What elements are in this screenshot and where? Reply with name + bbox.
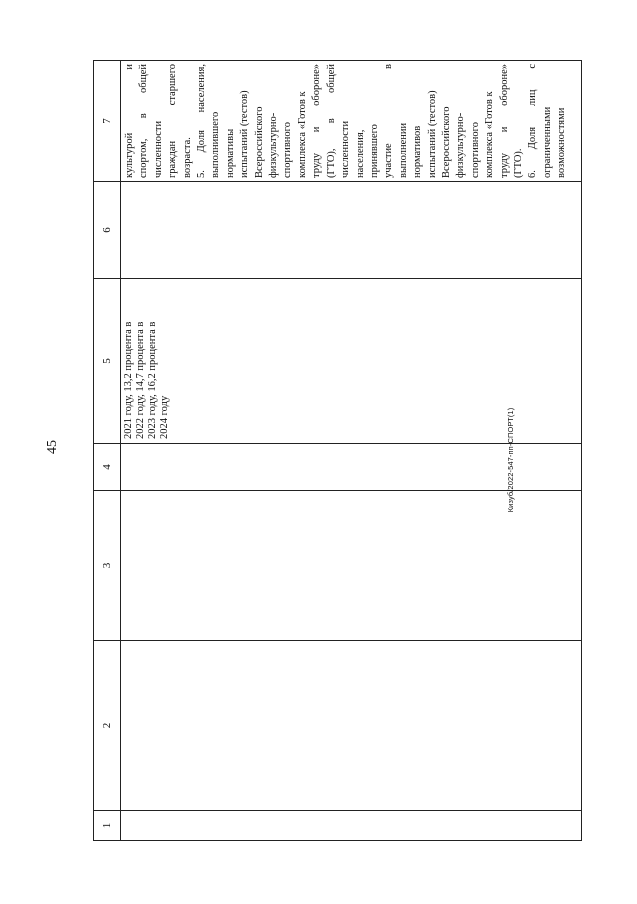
cell7-line xyxy=(281,64,295,178)
cell7-word: в xyxy=(325,118,337,124)
body-cell-2 xyxy=(121,640,581,810)
cell7-line xyxy=(426,64,440,178)
cell7-word: в xyxy=(383,64,395,69)
cell7-line xyxy=(512,64,526,178)
cell7-word: спортивного xyxy=(282,122,294,178)
cell7-word: комплекса «Готов к xyxy=(296,91,308,178)
cell7-line xyxy=(541,64,555,178)
page-number: 45 xyxy=(45,440,60,454)
header-cell-1: 1 xyxy=(94,810,120,840)
cell7-line xyxy=(368,64,382,178)
cell7-word: Доля xyxy=(527,126,539,150)
cell7-word: физкультурно- xyxy=(455,112,467,178)
header-cell-2: 2 xyxy=(94,640,120,810)
cell7-line xyxy=(498,64,512,178)
cell7-word: граждан xyxy=(167,140,179,178)
cell7-line xyxy=(382,64,396,178)
cell7-word: численности xyxy=(152,120,164,178)
cell7-line xyxy=(253,64,267,178)
cell7-word: с xyxy=(527,64,539,69)
cell7-line xyxy=(152,64,166,178)
cell7-word: 5. xyxy=(196,170,208,178)
header-cell-3: 3 xyxy=(94,490,120,640)
cell7-line xyxy=(195,64,209,178)
cell7-word: (ГТО). xyxy=(512,148,524,178)
cell7-word: нормативы xyxy=(224,128,236,178)
cell7-line xyxy=(209,64,223,178)
cell7-word: лиц xyxy=(527,89,539,107)
body-cell-6 xyxy=(121,181,581,278)
cell7-word: обороне» xyxy=(498,64,510,106)
cell7-word: комплекса «Готов к xyxy=(484,91,496,178)
cell7-word: (ГТО), xyxy=(325,148,337,178)
cell7-word: в xyxy=(138,113,150,119)
cell7-word: принявшего xyxy=(368,124,380,178)
cell7-line xyxy=(483,64,497,178)
cell7-word: возраста. xyxy=(181,137,193,178)
cell7-word: возможностями xyxy=(556,107,568,178)
cell7-word: ограниченными xyxy=(541,106,553,178)
cell7-word: испытаний (тестов) xyxy=(426,90,438,178)
header-cell-4: 4 xyxy=(94,443,120,490)
cell7-word: труду xyxy=(498,152,510,178)
cell7-word: испытаний (тестов) xyxy=(239,90,251,178)
cell5-line: 2023 году, 16,2 процента в xyxy=(147,321,158,439)
cell7-word: спортивного xyxy=(469,122,481,178)
cell7-word: участие xyxy=(383,143,395,178)
cell7-line xyxy=(224,64,238,178)
table-header-row xyxy=(94,61,121,840)
body-cell-7 xyxy=(121,61,581,181)
header-cell-7: 7 xyxy=(101,118,113,124)
cell7-line xyxy=(238,64,252,178)
header-cell-6: 6 xyxy=(94,181,120,278)
cell7-word: спортом, xyxy=(138,138,150,178)
document-code: Кизуб/2022-547-пп-СПОРТ(1) xyxy=(506,407,515,513)
cell7-word: и xyxy=(498,126,510,133)
cell7-word: нормативов xyxy=(412,125,424,178)
cell7-line xyxy=(325,64,339,178)
cell7-line xyxy=(411,64,425,178)
cell7-line xyxy=(123,64,137,178)
cell7-word: и xyxy=(311,126,323,133)
cell7-line xyxy=(469,64,483,178)
cell5-line: 2022 году, 14,7 процента в xyxy=(135,321,146,439)
cell7-line xyxy=(166,64,180,178)
cell7-word: общей xyxy=(138,64,150,93)
cell7-word: населения, xyxy=(196,64,208,113)
cell7-line xyxy=(137,64,151,178)
cell7-word: и xyxy=(124,64,135,70)
cell7-line xyxy=(454,64,468,178)
cell7-line xyxy=(296,64,310,178)
cell7-word: численности xyxy=(340,120,352,178)
cell7-word: старшего xyxy=(167,64,179,106)
cell7-word: культурой xyxy=(124,132,135,178)
cell7-line xyxy=(555,64,569,178)
cell7-word: Всероссийского xyxy=(253,106,265,178)
cell7-word: Всероссийского xyxy=(440,106,452,178)
cell7-line xyxy=(310,64,324,178)
cell7-line xyxy=(440,64,454,178)
cell7-line xyxy=(397,64,411,178)
cell7-word: населения, xyxy=(354,129,366,178)
cell7-line xyxy=(526,64,540,178)
cell7-line xyxy=(354,64,368,178)
cell7-word: физкультурно- xyxy=(268,112,280,178)
cell7-word: Доля xyxy=(196,130,208,153)
body-cell-1 xyxy=(121,810,581,840)
cell7-word: выполнившего xyxy=(210,111,222,178)
cell7-word: 6. xyxy=(527,170,539,178)
cell7-word: выполнении xyxy=(397,122,409,178)
cell7-line xyxy=(339,64,353,178)
header-cell-5: 5 xyxy=(94,278,120,443)
cell7-word: общей xyxy=(325,64,337,93)
cell5-line: 2021 году, 13,2 процента в xyxy=(123,321,134,439)
cell7-word: обороне» xyxy=(311,64,323,106)
cell7-word: труду xyxy=(311,152,323,178)
cell5-line: 2024 году xyxy=(159,395,170,439)
cell7-line xyxy=(267,64,281,178)
cell7-line xyxy=(181,64,195,178)
